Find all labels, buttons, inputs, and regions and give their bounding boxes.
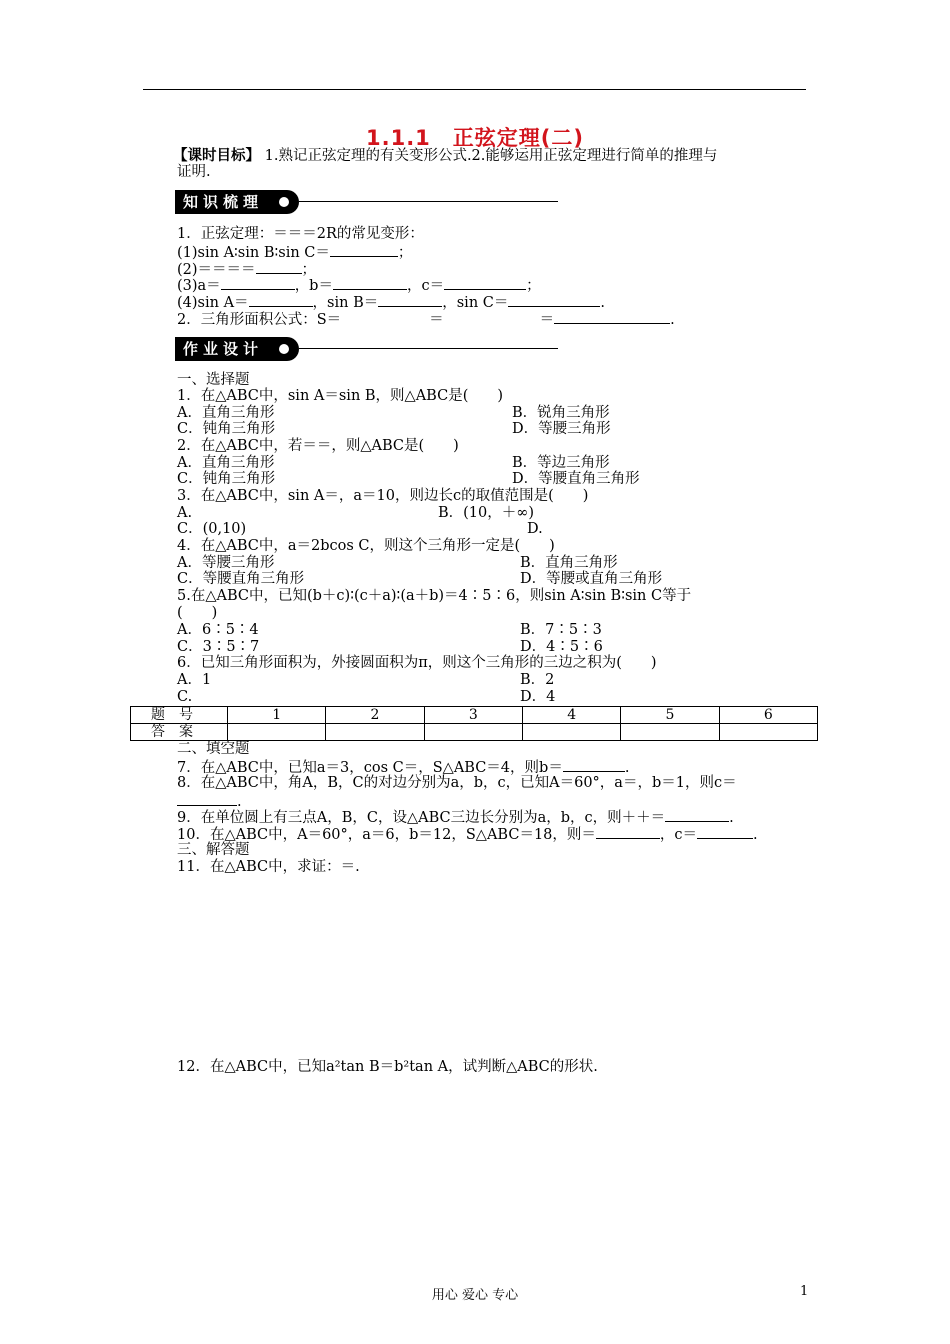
question-text: 7．在△ABC中，已知a＝3，cos C＝，S△ABC＝4，则b＝ [177, 760, 563, 776]
footer-text: 用心 爱心 专心 [431, 1288, 519, 1303]
formula-text: (4)sin A＝ [177, 295, 249, 311]
answer-blank [665, 808, 729, 822]
option-3b: B．(10，＋∞) [438, 505, 534, 521]
option-3d: D. [527, 521, 543, 537]
section-rule [299, 348, 558, 349]
option-2b: B．等边三角形 [512, 455, 610, 471]
table-cell-number: 5 [621, 707, 719, 724]
formula-text: (2)＝＝＝＝ [177, 262, 256, 278]
answer-blank [256, 260, 302, 274]
option-5b: B．7∶5∶3 [520, 622, 602, 638]
fill-header: 二、填空题 [177, 741, 250, 757]
option-3a: A. [177, 505, 193, 521]
option-6a: A．1 [177, 672, 212, 688]
header-rule [143, 89, 806, 90]
punct: . [670, 312, 675, 328]
option-4a: A．等腰三角形 [177, 555, 275, 571]
question-8: 8．在△ABC中，角A，B，C的对边分别为a，b，c，已知A＝60°，a＝，b＝1，则c＝ [177, 775, 737, 791]
table-row [131, 724, 818, 741]
row-label-question-no: 题号 [131, 707, 228, 724]
answer-blank [249, 293, 313, 307]
formula-text: (3)a＝ [177, 278, 221, 294]
question-4: 4．在△ABC中，a＝2bcos C，则这个三角形一定是( ) [177, 538, 555, 554]
option-2a: A．直角三角形 [177, 455, 275, 471]
formula-text: ，b＝ [294, 278, 333, 294]
page-number: 1 [800, 1284, 809, 1299]
punct: . [729, 810, 734, 826]
objectives-text: 1.熟记正弦定理的有关变形公式.2.能够运用正弦定理进行简单的推理与 [260, 148, 718, 164]
question-11: 11．在△ABC中，求证：＝. [177, 859, 360, 875]
question-6: 6．已知三角形面积为，外接圆面积为π，则这个三角形的三边之积为( ) [177, 655, 657, 671]
question-text: 10．在△ABC中，A＝60°，a＝6，b＝12，S△ABC＝18，则＝ [177, 827, 596, 843]
answer-cell [719, 724, 817, 741]
section-rule [299, 201, 558, 202]
answer-blank [697, 825, 753, 839]
answer-blank [221, 276, 295, 290]
punct: . [600, 295, 605, 311]
option-1b: B．锐角三角形 [512, 405, 610, 421]
table-cell-number: 6 [719, 707, 817, 724]
formula-text: 2．三角形面积公式：S＝ [177, 312, 342, 328]
knowledge-item-1: 1．正弦定理：＝＝＝2R的常见变形： [177, 226, 424, 242]
question-text: 9．在单位圆上有三点A，B，C，设△ABC三边长分别为a，b，c，则＋＋＝ [177, 810, 666, 826]
table-cell-number: 2 [326, 707, 424, 724]
question-1: 1．在△ABC中，sin A＝sin B，则△ABC是( ) [177, 388, 504, 404]
question-5: 5.在△ABC中，已知(b＋c)∶(c＋a)∶(a＋b)＝4∶5∶6，则sin A∶sin B∶sin C等于 [177, 588, 692, 604]
answer-blank [508, 293, 600, 307]
answer-blank [333, 276, 407, 290]
solve-header: 三、解答题 [177, 842, 250, 858]
bullet-dot-icon [279, 197, 289, 207]
option-5c: C．3∶5∶7 [177, 639, 260, 655]
objectives-label: 【课时目标】 [173, 147, 260, 164]
option-4b: B．直角三角形 [520, 555, 618, 571]
option-1d: D．等腰三角形 [512, 421, 611, 437]
objectives-line-2: 证明. [177, 164, 211, 180]
answer-cell [326, 724, 424, 741]
punct: . [237, 794, 242, 810]
table-cell-number: 4 [522, 707, 620, 724]
question-2: 2．在△ABC中，若＝＝，则△ABC是( ) [177, 438, 459, 454]
answer-cell [424, 724, 522, 741]
answer-blank [563, 758, 625, 772]
option-6b: B．2 [520, 672, 555, 688]
punct: ； [397, 245, 413, 261]
answer-cell [228, 724, 326, 741]
punct: ； [526, 278, 541, 294]
row-label-answer: 答案 [131, 724, 228, 741]
option-4d: D．等腰或直角三角形 [520, 571, 663, 587]
table-cell-number: 3 [424, 707, 522, 724]
answer-table [130, 706, 818, 741]
option-6d: D．4 [520, 689, 556, 705]
option-1c: C．钝角三角形 [177, 421, 276, 437]
question-5-cont: ( ) [177, 605, 218, 621]
formula-text: ，sin B＝ [312, 295, 379, 311]
option-6c: C. [177, 689, 193, 705]
formula-text: ，c＝ [406, 278, 445, 294]
question-text: ，c＝ [659, 827, 698, 843]
option-2c: C．钝角三角形 [177, 471, 276, 487]
question-10 [177, 825, 758, 844]
formula-text: ＝ [539, 312, 555, 328]
question-12: 12．在△ABC中，已知a²tan B＝b²tan A，试判断△ABC的形状. [177, 1059, 598, 1075]
option-4c: C．等腰直角三角形 [177, 571, 305, 587]
option-5a: A．6∶5∶4 [177, 622, 259, 638]
answer-blank [596, 825, 660, 839]
option-1a: A．直角三角形 [177, 405, 275, 421]
option-3c: C．(0,10) [177, 521, 247, 537]
choice-header: 一、选择题 [177, 372, 250, 388]
formula-text: ，sin C＝ [442, 295, 509, 311]
punct: . [624, 760, 630, 776]
option-2d: D．等腰直角三角形 [512, 471, 640, 487]
table-row [131, 707, 818, 724]
objectives-line-1 [173, 147, 717, 165]
answer-blank [378, 293, 442, 307]
answer-blank [330, 243, 398, 257]
formula-text: ＝ [429, 312, 444, 328]
question-3: 3．在△ABC中，sin A＝，a＝10，则边长c的取值范围是( ) [177, 488, 589, 504]
section-label-homework: 作业设计 [175, 337, 299, 361]
table-cell-number: 1 [228, 707, 326, 724]
answer-blank [444, 276, 526, 290]
knowledge-item-2 [177, 310, 675, 329]
punct: . [753, 827, 758, 843]
page-title: 1.1.1 正弦定理(二) [366, 126, 584, 150]
answer-blank [554, 310, 670, 324]
section-label-knowledge: 知识梳理 [175, 190, 299, 214]
section-header-homework [175, 337, 558, 361]
option-5d: D．4∶5∶6 [520, 639, 603, 655]
section-header-knowledge [175, 190, 558, 214]
answer-cell [522, 724, 620, 741]
answer-blank [177, 792, 237, 806]
bullet-dot-icon [279, 344, 289, 354]
formula-text: (1)sin A∶sin B∶sin C＝ [177, 245, 330, 261]
punct: ； [301, 262, 317, 278]
answer-cell [621, 724, 719, 741]
